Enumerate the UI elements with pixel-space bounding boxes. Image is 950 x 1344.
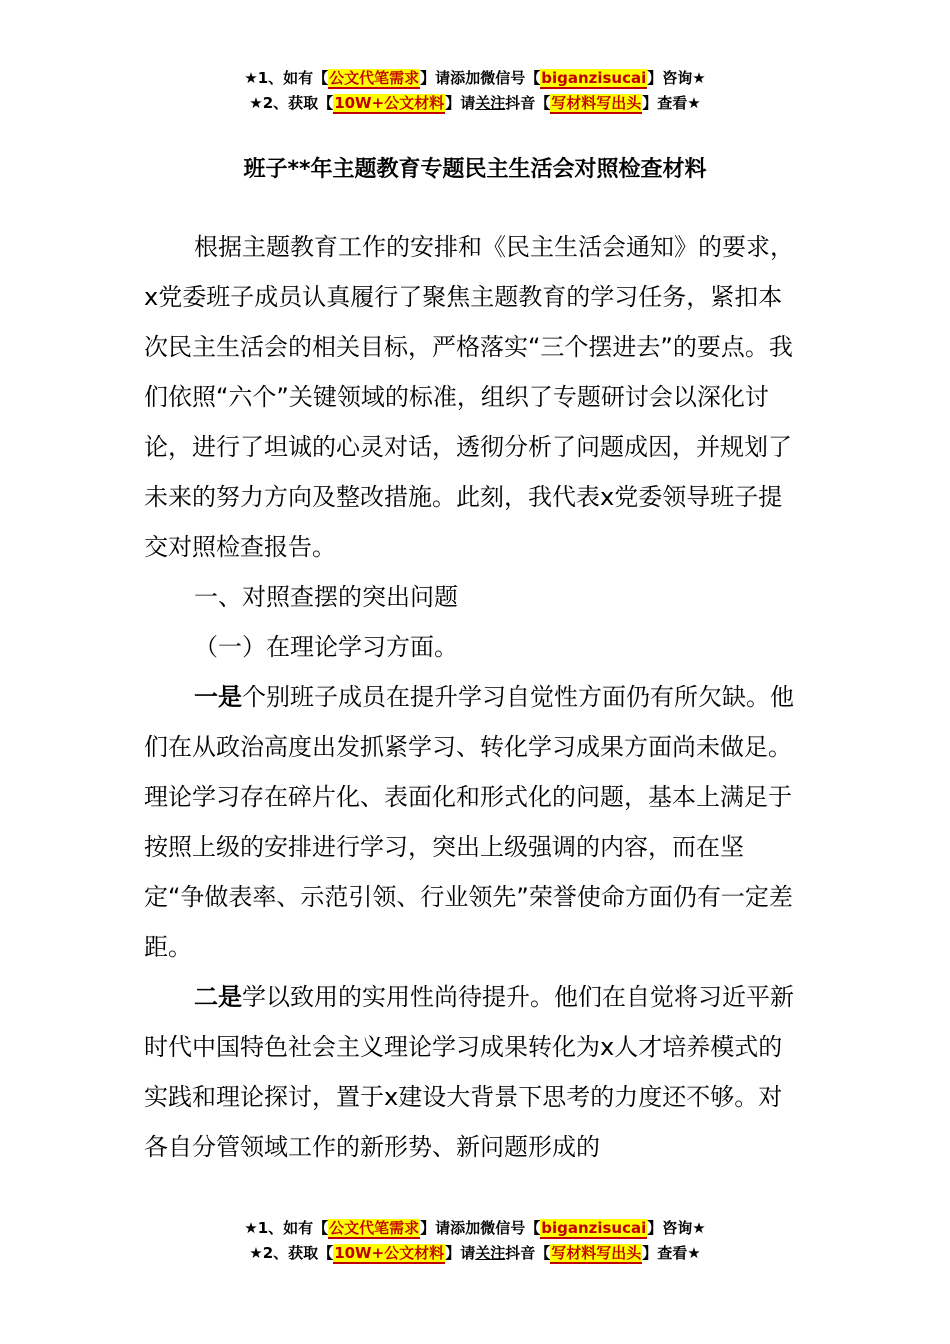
subsection-heading: （一）在理论学习方面。	[194, 633, 458, 661]
promo-text: 关注	[475, 1244, 506, 1262]
promo-text: 抖音【	[505, 1244, 551, 1262]
promo-text: ★2、获取【	[249, 94, 334, 112]
promo-text: 微信号【	[480, 69, 541, 87]
point-text: 学以致用的实用性尚待提升。他们在自觉将习近平新时代中国特色社会主义理论学习成果转化为x人才培养模式的实践和理论探讨，置于x建设大背景下思考的力度还不够。对各自分管领域工作的新形势、新问题形成的	[144, 983, 794, 1161]
document-body	[144, 222, 804, 1172]
point-text: 个别班子成员在提升学习自觉性方面仍有所欠缺。他们在从政治高度出发抓紧学习、转化学习成果方面尚未做足。理论学习存在碎片化、表面化和形式化的问题，基本上满足于按照上级的安排进行学习，突出上级强调的内容，而在坚定“争做表率、示范引领、行业领先”荣誉使命方面仍有一定差距。	[144, 683, 794, 961]
promo-text: 】查看★	[642, 1244, 701, 1262]
promo-text: 】请添	[420, 69, 466, 87]
promo-highlight: 写材料写出头	[551, 1244, 642, 1262]
paragraph-point-2	[144, 972, 804, 1172]
promo-highlight: 10W+公文材料	[334, 1244, 445, 1262]
promo-highlight: biganzisucai	[541, 69, 647, 87]
promo-text: 关注	[475, 94, 506, 112]
promo-text: 加	[465, 1219, 481, 1237]
promo-highlight: biganzisucai	[541, 1219, 647, 1237]
point-lead: 一是	[194, 683, 242, 711]
promo-line-2	[0, 1241, 950, 1266]
promo-line-1	[0, 1216, 950, 1241]
promo-text: 】请	[445, 1244, 476, 1262]
promo-banner-top	[0, 66, 950, 116]
paragraph-point-1	[144, 672, 804, 972]
promo-highlight: 公文代笔需求	[329, 69, 420, 87]
promo-line-2	[0, 91, 950, 116]
promo-text: 加	[465, 69, 481, 87]
promo-text: ★2、获取【	[249, 1244, 334, 1262]
promo-line-1	[0, 66, 950, 91]
promo-highlight: 10W+公文材料	[334, 94, 445, 112]
promo-text: 抖音【	[505, 94, 551, 112]
promo-banner-bottom	[0, 1216, 950, 1266]
promo-text: ★1、如有【	[244, 69, 329, 87]
promo-text: 】请	[445, 94, 476, 112]
promo-text: 微信号【	[480, 1219, 541, 1237]
promo-highlight: 公文代笔需求	[329, 1219, 420, 1237]
promo-highlight: 写材料写出头	[551, 94, 642, 112]
paragraph-intro: 根据主题教育工作的安排和《民主生活会通知》的要求，x党委班子成员认真履行了聚焦主题教育的学习任务，紧扣本次民主生活会的相关目标，严格落实“三个摆进去”的要点。我们依照“六个”关键领域的标准，组织了专题研讨会以深化讨论，进行了坦诚的心灵对话，透彻分析了问题成因，并规划了未来的努力方向及整改措施。此刻，我代表x党委领导班子提交对照检查报告。	[144, 233, 794, 561]
promo-text: 】请添	[420, 1219, 466, 1237]
promo-text: 】查看★	[642, 94, 701, 112]
point-lead: 二是	[194, 983, 242, 1011]
document-title: 班子**年主题教育专题民主生活会对照检查材料	[243, 157, 707, 182]
promo-text: 】咨询★	[647, 69, 706, 87]
promo-text: ★1、如有【	[244, 1219, 329, 1237]
section-heading: 一、对照查摆的突出问题	[194, 583, 458, 611]
promo-text: 】咨询★	[647, 1219, 706, 1237]
